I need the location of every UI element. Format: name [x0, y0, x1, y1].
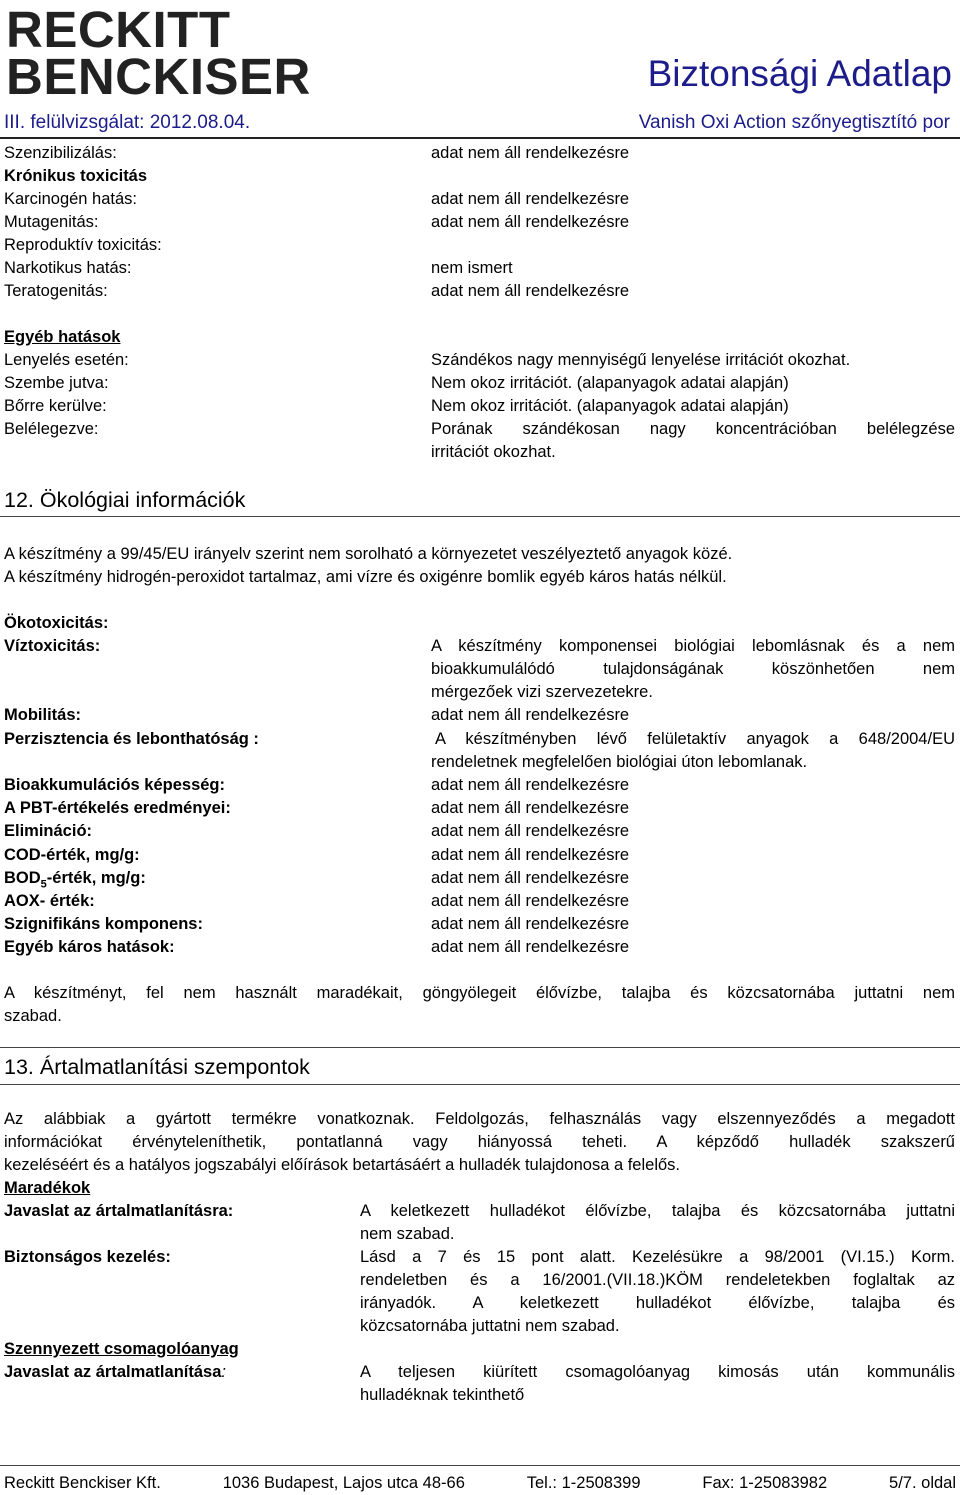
pbt-value: adat nem áll rendelkezésre [431, 799, 630, 817]
inhalation-label: Belélegezve: [4, 420, 99, 438]
footer-company: Reckitt Benckiser Kft. [4, 1474, 161, 1492]
carcinogen-value: adat nem áll rendelkezésre [431, 190, 630, 208]
disposal-label: Javaslat az ártalmatlanításra: [4, 1202, 234, 1220]
footer-page-number: 5/7. oldal [889, 1474, 956, 1492]
cod-value: adat nem áll rendelkezésre [431, 846, 630, 864]
bioacc-value: adat nem áll rendelkezésre [431, 776, 630, 794]
bod-prefix: BOD [4, 869, 41, 887]
mutagen-label: Mutagenitás: [4, 213, 99, 231]
repro-tox-label: Reproduktív toxicitás: [4, 236, 162, 254]
section-12-title: 12. Ökológiai információk [4, 488, 246, 512]
bioacc-label: Bioakkumulációs képesség: [4, 776, 226, 794]
mobility-value: adat nem áll rendelkezésre [431, 706, 630, 724]
eye-label: Szembe jutva: [4, 374, 109, 392]
s12-closing-line-2: szabad. [4, 1007, 62, 1025]
packaging-value-line-1: A teljesen kiürített csomagolóanyag kimosás után kommunális [360, 1363, 955, 1381]
bod-label [4, 867, 146, 890]
persistence-label: Perzisztencia és lebonthatóság : [4, 730, 259, 748]
water-tox-value-line-2: bioakkumulálódó tulajdonságának köszönhetően nem [431, 660, 955, 678]
elimination-label: Elimináció: [4, 822, 93, 840]
packaging-title: Szennyezett csomagolóanyag [4, 1340, 239, 1358]
safe-handling-value-line-4: közcsatornába juttatni nem szabad. [360, 1317, 620, 1335]
safe-handling-label: Biztonságos kezelés: [4, 1248, 171, 1266]
product-name: Vanish Oxi Action szőnyegtisztító por [638, 112, 950, 133]
ingestion-value: Szándékos nagy mennyiségű lenyelése irritációt okozhat. [431, 351, 851, 369]
packaging-value-line-2: hulladéknak tekinthető [360, 1386, 525, 1404]
s13-intro-line-2: információkat érvényteleníthetik, pontatlanná vagy hiányossá teheti. A képződő hulladék szakszerű [4, 1133, 955, 1151]
chronic-tox-title: Krónikus toxicitás [4, 167, 148, 185]
section-13-title: 13. Ártalmatlanítási szempontok [4, 1055, 310, 1079]
s12-closing-line-1: A készítményt, fel nem használt maradékait, göngyölegeit élővízbe, talajba és közcsatornába juttatni nem [4, 984, 955, 1002]
other-harm-label: Egyéb káros hatások: [4, 938, 175, 956]
sensitization-label: Szenzibilizálás: [4, 144, 117, 162]
header-rule [0, 137, 960, 139]
logo-line-1: RECKITT [6, 1, 231, 58]
s12-paragraph-2: A készítmény hidrogén-peroxidot tartalmaz, ami vízre és oxigénre bomlik egyéb káros hatás nélkül. [4, 568, 727, 586]
safe-handling-value-line-3: irányadók. A keletkezett hulladékot élővízbe, talajba és [360, 1294, 955, 1312]
footer-fax: Fax: 1-25083982 [702, 1474, 828, 1492]
pbt-label: A PBT-értékelés eredményei: [4, 799, 231, 817]
company-logo [6, 1, 311, 105]
skin-value: Nem okoz irritációt. (alapanyagok adatai alapján) [431, 397, 789, 415]
aox-label: AOX- érték: [4, 892, 95, 910]
footer-tel: Tel.: 1-2508399 [526, 1474, 641, 1492]
disposal-value-line-1: A keletkezett hulladékot élővízbe, talajba és közcsatornába juttatni [360, 1202, 955, 1220]
packaging-label-colon: : [221, 1363, 226, 1381]
inhalation-value-line-1: Porának szándékosan nagy koncentrációban belélegzése [431, 420, 955, 438]
safe-handling-value-line-1: Lásd a 7 és 15 pont alatt. Kezelésükre a 98/2001 (VI.15.) Korm. [360, 1248, 955, 1266]
carcinogen-label: Karcinogén hatás: [4, 190, 138, 208]
bod-subscript: 5 [40, 878, 47, 891]
residue-title: Maradékok [4, 1179, 91, 1197]
ecotox-label: Ökotoxicitás: [4, 614, 109, 632]
revision-date: III. felülvizsgálat: 2012.08.04. [4, 112, 251, 133]
aox-value: adat nem áll rendelkezésre [431, 892, 630, 910]
eye-value: Nem okoz irritációt. (alapanyagok adatai alapján) [431, 374, 789, 392]
cod-label: COD-érték, mg/g: [4, 846, 140, 864]
bod-suffix: -érték, mg/g: [46, 869, 146, 887]
narcotic-label: Narkotikus hatás: [4, 259, 132, 277]
narcotic-value: nem ismert [431, 259, 513, 277]
section-12-rule [0, 516, 960, 517]
footer-address: 1036 Budapest, Lajos utca 48-66 [222, 1474, 465, 1492]
water-tox-value-line-1: A készítmény komponensei biológiai lebomlásnak és a nem [431, 637, 955, 655]
water-tox-label: Víztoxicitás: [4, 637, 101, 655]
skin-label: Bőrre kerülve: [4, 397, 107, 415]
significant-label: Szignifikáns komponens: [4, 915, 203, 933]
other-effects-title: Egyéb hatások [4, 328, 121, 346]
logo-line-2: BENCKISER [6, 48, 311, 105]
bod-value: adat nem áll rendelkezésre [431, 869, 630, 887]
elimination-value: adat nem áll rendelkezésre [431, 822, 630, 840]
mutagen-value: adat nem áll rendelkezésre [431, 213, 630, 231]
significant-value: adat nem áll rendelkezésre [431, 915, 630, 933]
sensitization-value: adat nem áll rendelkezésre [431, 144, 630, 162]
section-13-rule-top [0, 1047, 960, 1048]
persistence-value-line-2: rendeletnek megfelelően biológiai úton lebomlanak. [431, 753, 808, 771]
safe-handling-value-line-2: rendeletben és a 16/2001.(VII.18.)KÖM rendeletekben foglaltak az [360, 1271, 955, 1289]
s13-intro-line-1: Az alábbiak a gyártott termékre vonatkoznak. Feldolgozás, felhasználás vagy elszennyeződés a megadott [4, 1110, 955, 1128]
inhalation-value-line-2: irritációt okozhat. [431, 443, 556, 461]
document-title: Biztonsági Adatlap [647, 53, 952, 94]
other-harm-value: adat nem áll rendelkezésre [431, 938, 630, 956]
section-13-rule [0, 1084, 960, 1085]
disposal-value-line-2: nem szabad. [360, 1225, 455, 1243]
s13-intro-line-3: kezeléséért és a hatályos jogszabályi előírások betartásáért a hulladék tulajdonosa a felelős. [4, 1156, 680, 1174]
persistence-value-line-1: A készítményben lévő felületaktív anyagok a 648/2004/EU [435, 730, 955, 748]
ingestion-label: Lenyelés esetén: [4, 351, 129, 369]
mobility-label: Mobilitás: [4, 706, 81, 724]
terato-label: Teratogenitás: [4, 282, 108, 300]
terato-value: adat nem áll rendelkezésre [431, 282, 630, 300]
s12-paragraph-1: A készítmény a 99/45/EU irányelv szerint nem sorolható a környezetet veszélyeztető anyagok közé. [4, 545, 733, 563]
water-tox-value-line-3: mérgezőek vizi szervezetekre. [431, 683, 653, 701]
footer-rule [0, 1465, 960, 1466]
packaging-label-text: Javaslat az ártalmatlanítása [4, 1363, 222, 1381]
page-footer [4, 1472, 956, 1494]
